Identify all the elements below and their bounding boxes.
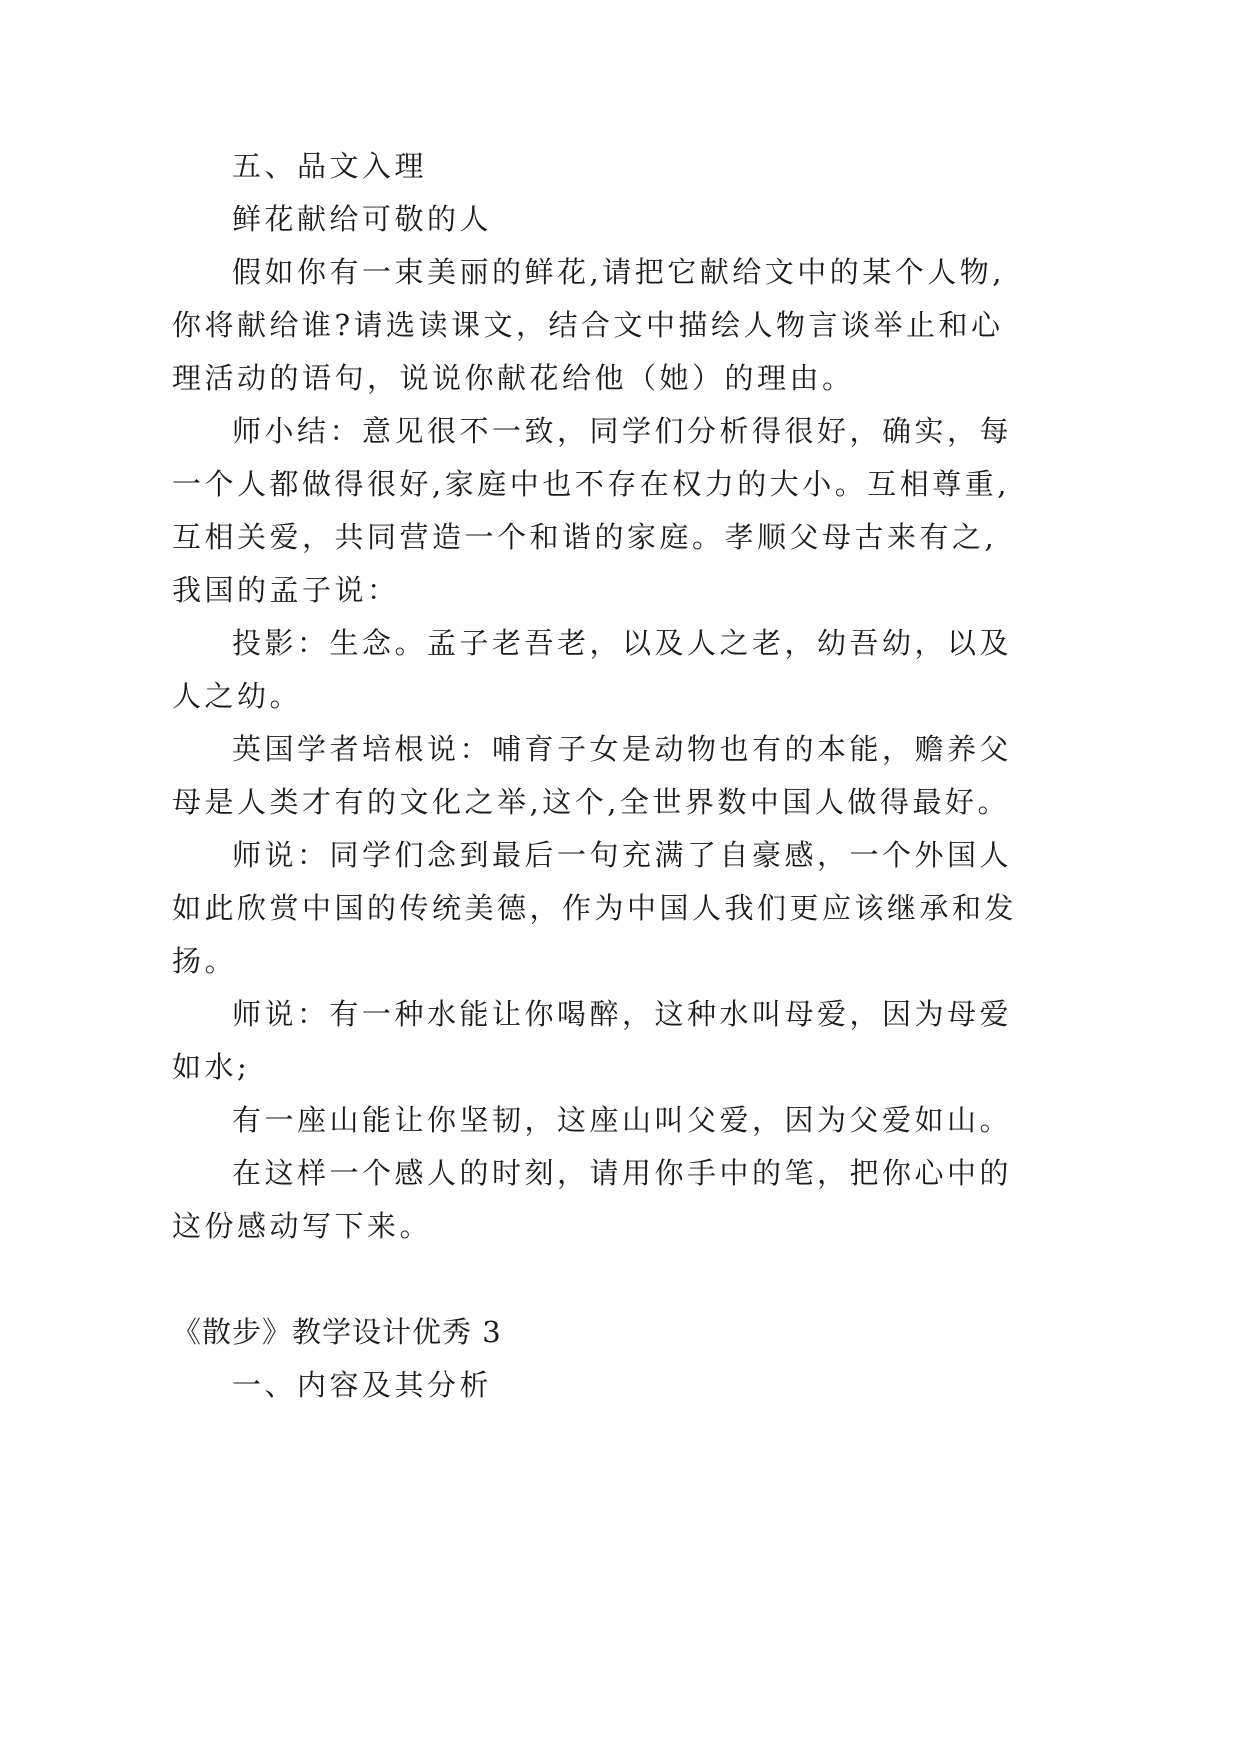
paragraph-line: 投影：生念。孟子老吾老，以及人之老，幼吾幼，以及: [232, 626, 1013, 660]
paragraph-line: 师说：有一种水能让你喝醉，这种水叫母爱，因为母爱: [232, 997, 1013, 1031]
paragraph-line: 师小结：意见很不一致，同学们分析得很好，确实，每: [232, 414, 1013, 448]
paragraph-line: 扬。: [172, 944, 238, 978]
paragraph-line: 人之幼。: [172, 679, 303, 713]
paragraph-line: 如此欣赏中国的传统美德，作为中国人我们更应该继承和发: [172, 891, 1018, 925]
paragraph-line: 互相关爱，共同营造一个和谐的家庭。孝顺父母古来有之,: [172, 520, 998, 554]
paragraph-line: 假如你有一束美丽的鲜花,请把它献给文中的某个人物,: [232, 255, 1005, 289]
paragraph-line: 一个人都做得很好,家庭中也不存在权力的大小。互相尊重,: [172, 467, 1010, 501]
paragraph-line: 有一座山能让你坚韧，这座山叫父爱，因为父爱如山。: [232, 1103, 1013, 1137]
paragraph-line: 我国的孟子说：: [172, 573, 400, 607]
paragraph-line: 你将献给谁?请选读课文，结合文中描绘人物言谈举止和心: [172, 308, 1004, 342]
section-title: 《散步》教学设计优秀 3: [172, 1315, 502, 1349]
section-heading: 一、内容及其分析: [232, 1368, 493, 1402]
paragraph-line: 理活动的语句，说说你献花给他（她）的理由。: [172, 361, 855, 395]
subheading: 鲜花献给可敬的人: [232, 202, 493, 236]
paragraph-line: 在这样一个感人的时刻，请用你手中的笔，把你心中的: [232, 1156, 1013, 1190]
paragraph-line: 母是人类才有的文化之举,这个,全世界数中国人做得最好。: [172, 785, 1010, 819]
paragraph-line: 师说：同学们念到最后一句充满了自豪感，一个外国人: [232, 838, 1013, 872]
section-heading: 五、品文入理: [232, 149, 428, 183]
paragraph-line: 英国学者培根说：哺育子女是动物也有的本能，赡养父: [232, 732, 1013, 766]
paragraph-line: 如水;: [172, 1050, 251, 1084]
paragraph-line: 这份感动写下来。: [172, 1209, 433, 1243]
